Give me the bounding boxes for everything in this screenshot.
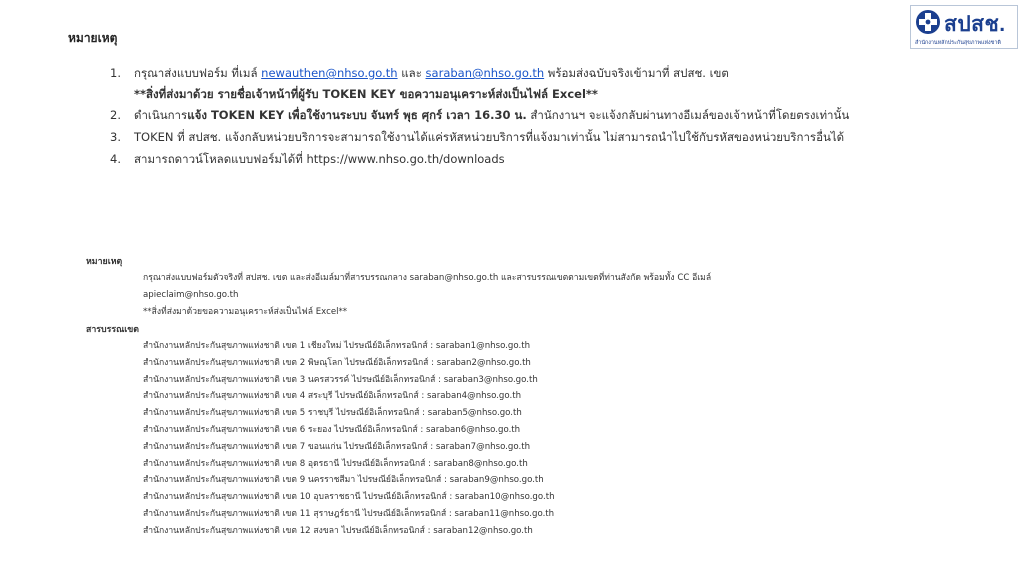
region-row: สำนักงานหลักประกันสุขภาพแห่งชาติ เขต 10 อุบลราชธานี ไปรษณีย์อิเล็กทรอนิกส์ : saraban10@nhso.go.th xyxy=(143,492,555,503)
note-item xyxy=(110,148,900,170)
token-schedule: แจ้ง TOKEN KEY เพื่อใช้งานระบบ จันทร์ พุธ ศุกร์ เวลา 16.30 น. xyxy=(187,108,527,122)
saraban-section-title: สารบรรณเขต xyxy=(86,325,139,335)
attachment-note: **สิ่งที่ส่งมาด้วย รายชื่อเจ้าหน้าที่ผู้รับ TOKEN KEY ขอความอนุเคราะห์ส่งเป็นไฟล์ Excel** xyxy=(134,87,598,101)
region-row: สำนักงานหลักประกันสุขภาพแห่งชาติ เขต 1 เชียงใหม่ ไปรษณีย์อิเล็กทรอนิกส์ : saraban1@nhso.go.th xyxy=(143,341,531,351)
item-text: TOKEN ที่ สปสช. แจ้งกลับหน่วยบริการจะสามารถใช้งานได้แค่รหัสหน่วยบริการที่แจ้งมาเท่านั้น ไม่สามารถนำไปใช้กับรหัสของหน่วยบริการอื่นได้ xyxy=(134,130,845,144)
newauthen-email-link[interactable]: newauthen@nhso.go.th xyxy=(261,66,398,80)
note-title: หมายเหตุ xyxy=(68,31,118,45)
note-item xyxy=(110,104,900,126)
item-text: ดำเนินการ xyxy=(134,108,188,122)
nhso-logo xyxy=(910,5,1018,49)
region-row: สำนักงานหลักประกันสุขภาพแห่งชาติ เขต 7 ขอนแก่น ไปรษณีย์อิเล็กทรอนิกส์ : saraban7@nhso.go.th xyxy=(143,441,531,452)
item-number: 3. xyxy=(110,130,121,144)
item-number: 4. xyxy=(110,152,121,166)
region-row: สำนักงานหลักประกันสุขภาพแห่งชาติ เขต 11 สุราษฎร์ธานี ไปรษณีย์อิเล็กทรอนิกส์ : saraban11@nhso.go.th xyxy=(143,508,555,519)
region-row: สำนักงานหลักประกันสุขภาพแห่งชาติ เขต 9 นครราชสีมา ไปรษณีย์อิเล็กทรอนิกส์ : saraban9@nhso.go.th xyxy=(143,475,544,486)
region-row: สำนักงานหลักประกันสุขภาพแห่งชาติ เขต 6 ระยอง ไปรษณีย์อิเล็กทรอนิกส์ : saraban6@nhso.go.th xyxy=(143,424,521,435)
logo-tagline: สำนักงานหลักประกันสุขภาพแห่งชาติ xyxy=(915,40,1001,46)
nhso-cross-icon xyxy=(915,9,941,35)
note-item xyxy=(110,126,900,148)
region-row: สำนักงานหลักประกันสุขภาพแห่งชาติ เขต 3 นครสวรรค์ ไปรษณีย์อิเล็กทรอนิกส์ : saraban3@nhso.go.th xyxy=(143,374,538,385)
note2-title: หมายเหตุ xyxy=(86,257,123,267)
note2-line: กรุณาส่งแบบฟอร์มตัวจริงที่ สปสช. เขต และส่งอีเมล์มาที่สารบรรณกลาง saraban@nhso.go.th และสารบรรณเขตตามเขตที่ท่านสังกัด พร้อมทั้ง CC อีเมล์ xyxy=(143,273,712,283)
note-list xyxy=(110,62,900,170)
note2-line: **สิ่งที่ส่งมาด้วยขอความอนุเคราะห์ส่งเป็นไฟล์ Excel** xyxy=(143,307,348,317)
item-text: สำนักงานฯ จะแจ้งกลับผ่านทางอีเมล์ของเจ้าหน้าที่โดยตรงเท่านั้น xyxy=(526,108,850,122)
logo-brand: สปสช. xyxy=(944,13,1006,36)
regional-note xyxy=(86,254,926,540)
region-row: สำนักงานหลักประกันสุขภาพแห่งชาติ เขต 5 ราชบุรี ไปรษณีย์อิเล็กทรอนิกส์ : saraban5@nhso.go.th xyxy=(143,408,522,419)
region-row: สำนักงานหลักประกันสุขภาพแห่งชาติ เขต 4 สระบุรี ไปรษณีย์อิเล็กทรอนิกส์ : saraban4@nhso.go.th xyxy=(143,391,522,402)
note2-line: apieclaim@nhso.go.th xyxy=(143,290,239,300)
region-row: สำนักงานหลักประกันสุขภาพแห่งชาติ เขต 8 อุดรธานี ไปรษณีย์อิเล็กทรอนิกส์ : saraban8@nhso.go.th xyxy=(143,458,528,469)
item-number: 2. xyxy=(110,108,121,122)
note-item xyxy=(110,62,900,104)
item-number: 1. xyxy=(110,66,121,80)
item-text: พร้อมส่งฉบับจริงเข้ามาที่ สปสช. เขต xyxy=(544,66,729,80)
download-text: สามารถดาวน์โหลดแบบฟอร์มได้ที่ https://www.nhso.go.th/downloads xyxy=(134,152,505,166)
region-row: สำนักงานหลักประกันสุขภาพแห่งชาติ เขต 2 พิษณุโลก ไปรษณีย์อิเล็กทรอนิกส์ : saraban2@nhso.go.th xyxy=(143,357,531,368)
item-text: และ xyxy=(397,66,426,80)
item-text: กรุณาส่งแบบฟอร์ม ที่เมล์ xyxy=(134,66,262,80)
saraban-email-link[interactable]: saraban@nhso.go.th xyxy=(425,66,545,80)
region-row: สำนักงานหลักประกันสุขภาพแห่งชาติ เขต 12 สงขลา ไปรษณีย์อิเล็กทรอนิกส์ : saraban12@nhso.go.th xyxy=(143,525,533,536)
